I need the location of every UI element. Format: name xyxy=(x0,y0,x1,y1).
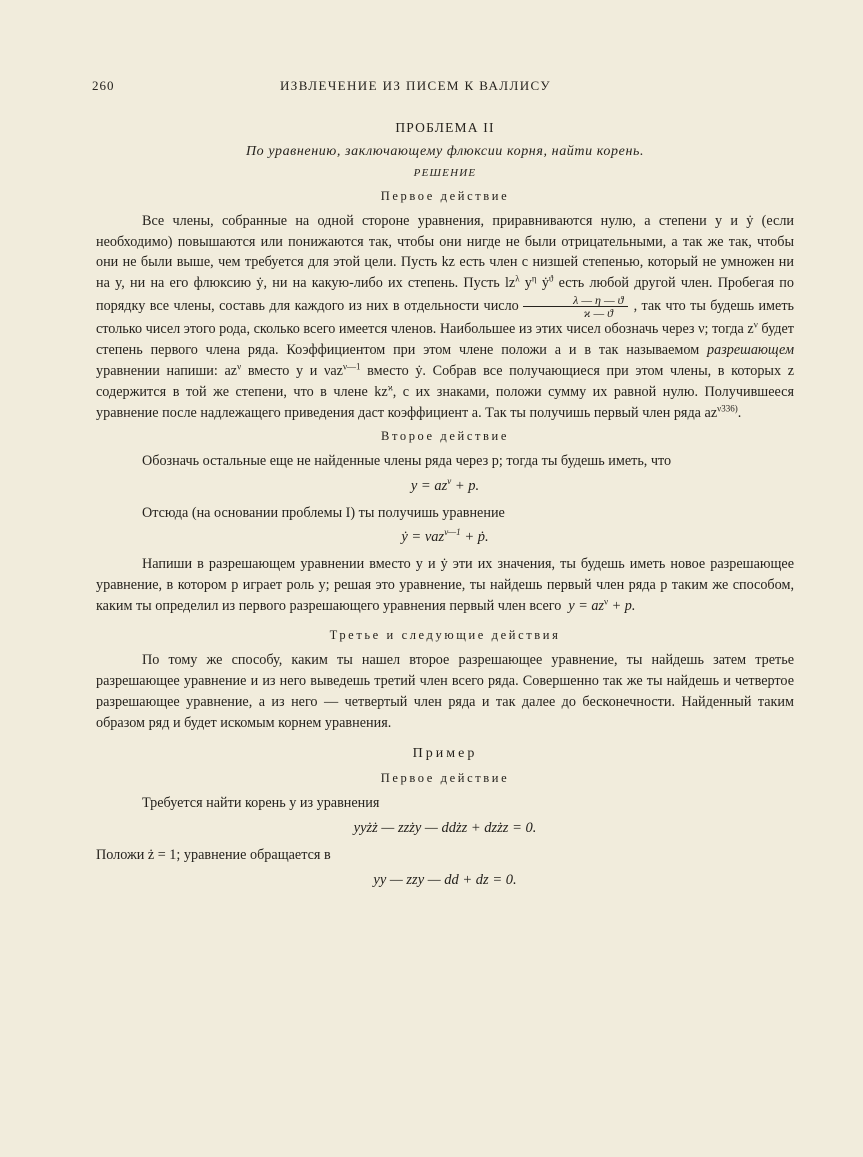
solution-label: РЕШЕНИЕ xyxy=(413,166,477,179)
step3-paragraph: По тому же способу, каким ты нашел второе разрешающее уравнение, ты найдешь затем третье разрешающее уравнение и из него выведешь третий член всего ряда. Совершенно так же ты найдешь и четвертое разрешающее уравнение, а из него — четвертый член ряда и так далее до бесконечности. Найденный таким образом ряд и будет искомым корнем уравнения. xyxy=(96,651,794,731)
example-equation-1: yyżż — zzży — ddżz + dzżz = 0. xyxy=(353,820,537,837)
example-paragraph-1: Требуется найти корень y из уравнения xyxy=(142,795,380,812)
step3-heading: Третье и следующие действия xyxy=(329,628,561,643)
step2-paragraph-2: Отсюда (на основании проблемы I) ты получишь уравнение xyxy=(142,504,505,521)
equation-y: $y = az^\nu + p$. xyxy=(410,475,480,494)
step1-heading: Первое действие xyxy=(380,188,510,203)
problem-title: ПРОБЛЕМА II xyxy=(395,120,495,135)
step2-heading: Второе действие xyxy=(381,428,509,443)
running-title: ИЗВЛЕЧЕНИЕ ИЗ ПИСЕМ К ВАЛЛИСУ xyxy=(280,78,552,93)
page-number: 260 xyxy=(92,78,115,93)
step2-paragraph-1: Обозначь остальные еще не найденные члены ряда через p; тогда ты будешь иметь, что xyxy=(142,452,672,469)
example-paragraph-2: Положи ż = 1; уравнение обращается в xyxy=(96,847,331,864)
step1-paragraph: Все члены, собранные на одной стороне уравнения, приравниваются нулю, а степени y и ẏ (если необходимо) повышаются или понижаются так, чтобы они нигде не были отрицательными, а так же так, чтобы они не были выше, чем требуется для этой цели. Пусть kz есть член с низшей степенью, который не умножен ни на y, ни на его флюксию ẏ, ни на какую-либо их степень. Пусть $lz^\lambda$ $y^\eta$ ẏ$^ϑ$ есть любой другой член. Пробегая по порядку все члены, составь для каждого из них в отдельности число $\frac{\lambda — \eta — ϑ}{ϰ — ϑ}$ , так что ты будешь иметь столько чисел этого рода, сколько всего имеется членов. Наибольшее из этих чисел обозначь через ν; тогда $z^\nu$ будет степень первого члена ряда. Коэффициентом при этом члене положи a и в так называемом разрешающем уравнении напиши: $az^\nu$ вместо y и νaz$^{\nu—1}$ вместо ẏ. Собрав все получающиеся при этом члены, в которых z содержится в той же степени, что в члене $kz^ϰ$, с их знаками, положи сумму их равной нулю. Получившееся уравнение после надлежащего приведения даст коэффициент a. Так ты получишь первый член ряда az$^{\nu 336)}$. xyxy=(96,212,794,421)
problem-statement: По уравнению, заключающему флюксии корня, найти корень. xyxy=(245,143,645,159)
fraction: $\frac{\lambda — \eta — ϑ}{ϰ — ϑ}$ xyxy=(523,294,627,319)
example-equation-2: yy — zzy — dd + dz = 0. xyxy=(373,872,517,889)
equation-ydot: ẏ = νaz$^{\nu—1}$ + ṗ. xyxy=(401,527,489,546)
example-step-heading: Первое действие xyxy=(380,771,510,786)
page-body xyxy=(96,118,794,897)
example-heading: Пример xyxy=(412,745,478,761)
step2-paragraph-3: Напиши в разрешающем уравнении вместо y и ẏ эти их значения, ты будешь иметь новое разрешающее уравнение, в котором p играет роль y; решая это уравнение, ты найдешь первый член ряда p таким же способом, каким ты определил из первого разрешающего уравнения первый член всего $y = az^\nu + p$. xyxy=(96,556,794,615)
footnote-marker: 336) xyxy=(721,403,738,414)
